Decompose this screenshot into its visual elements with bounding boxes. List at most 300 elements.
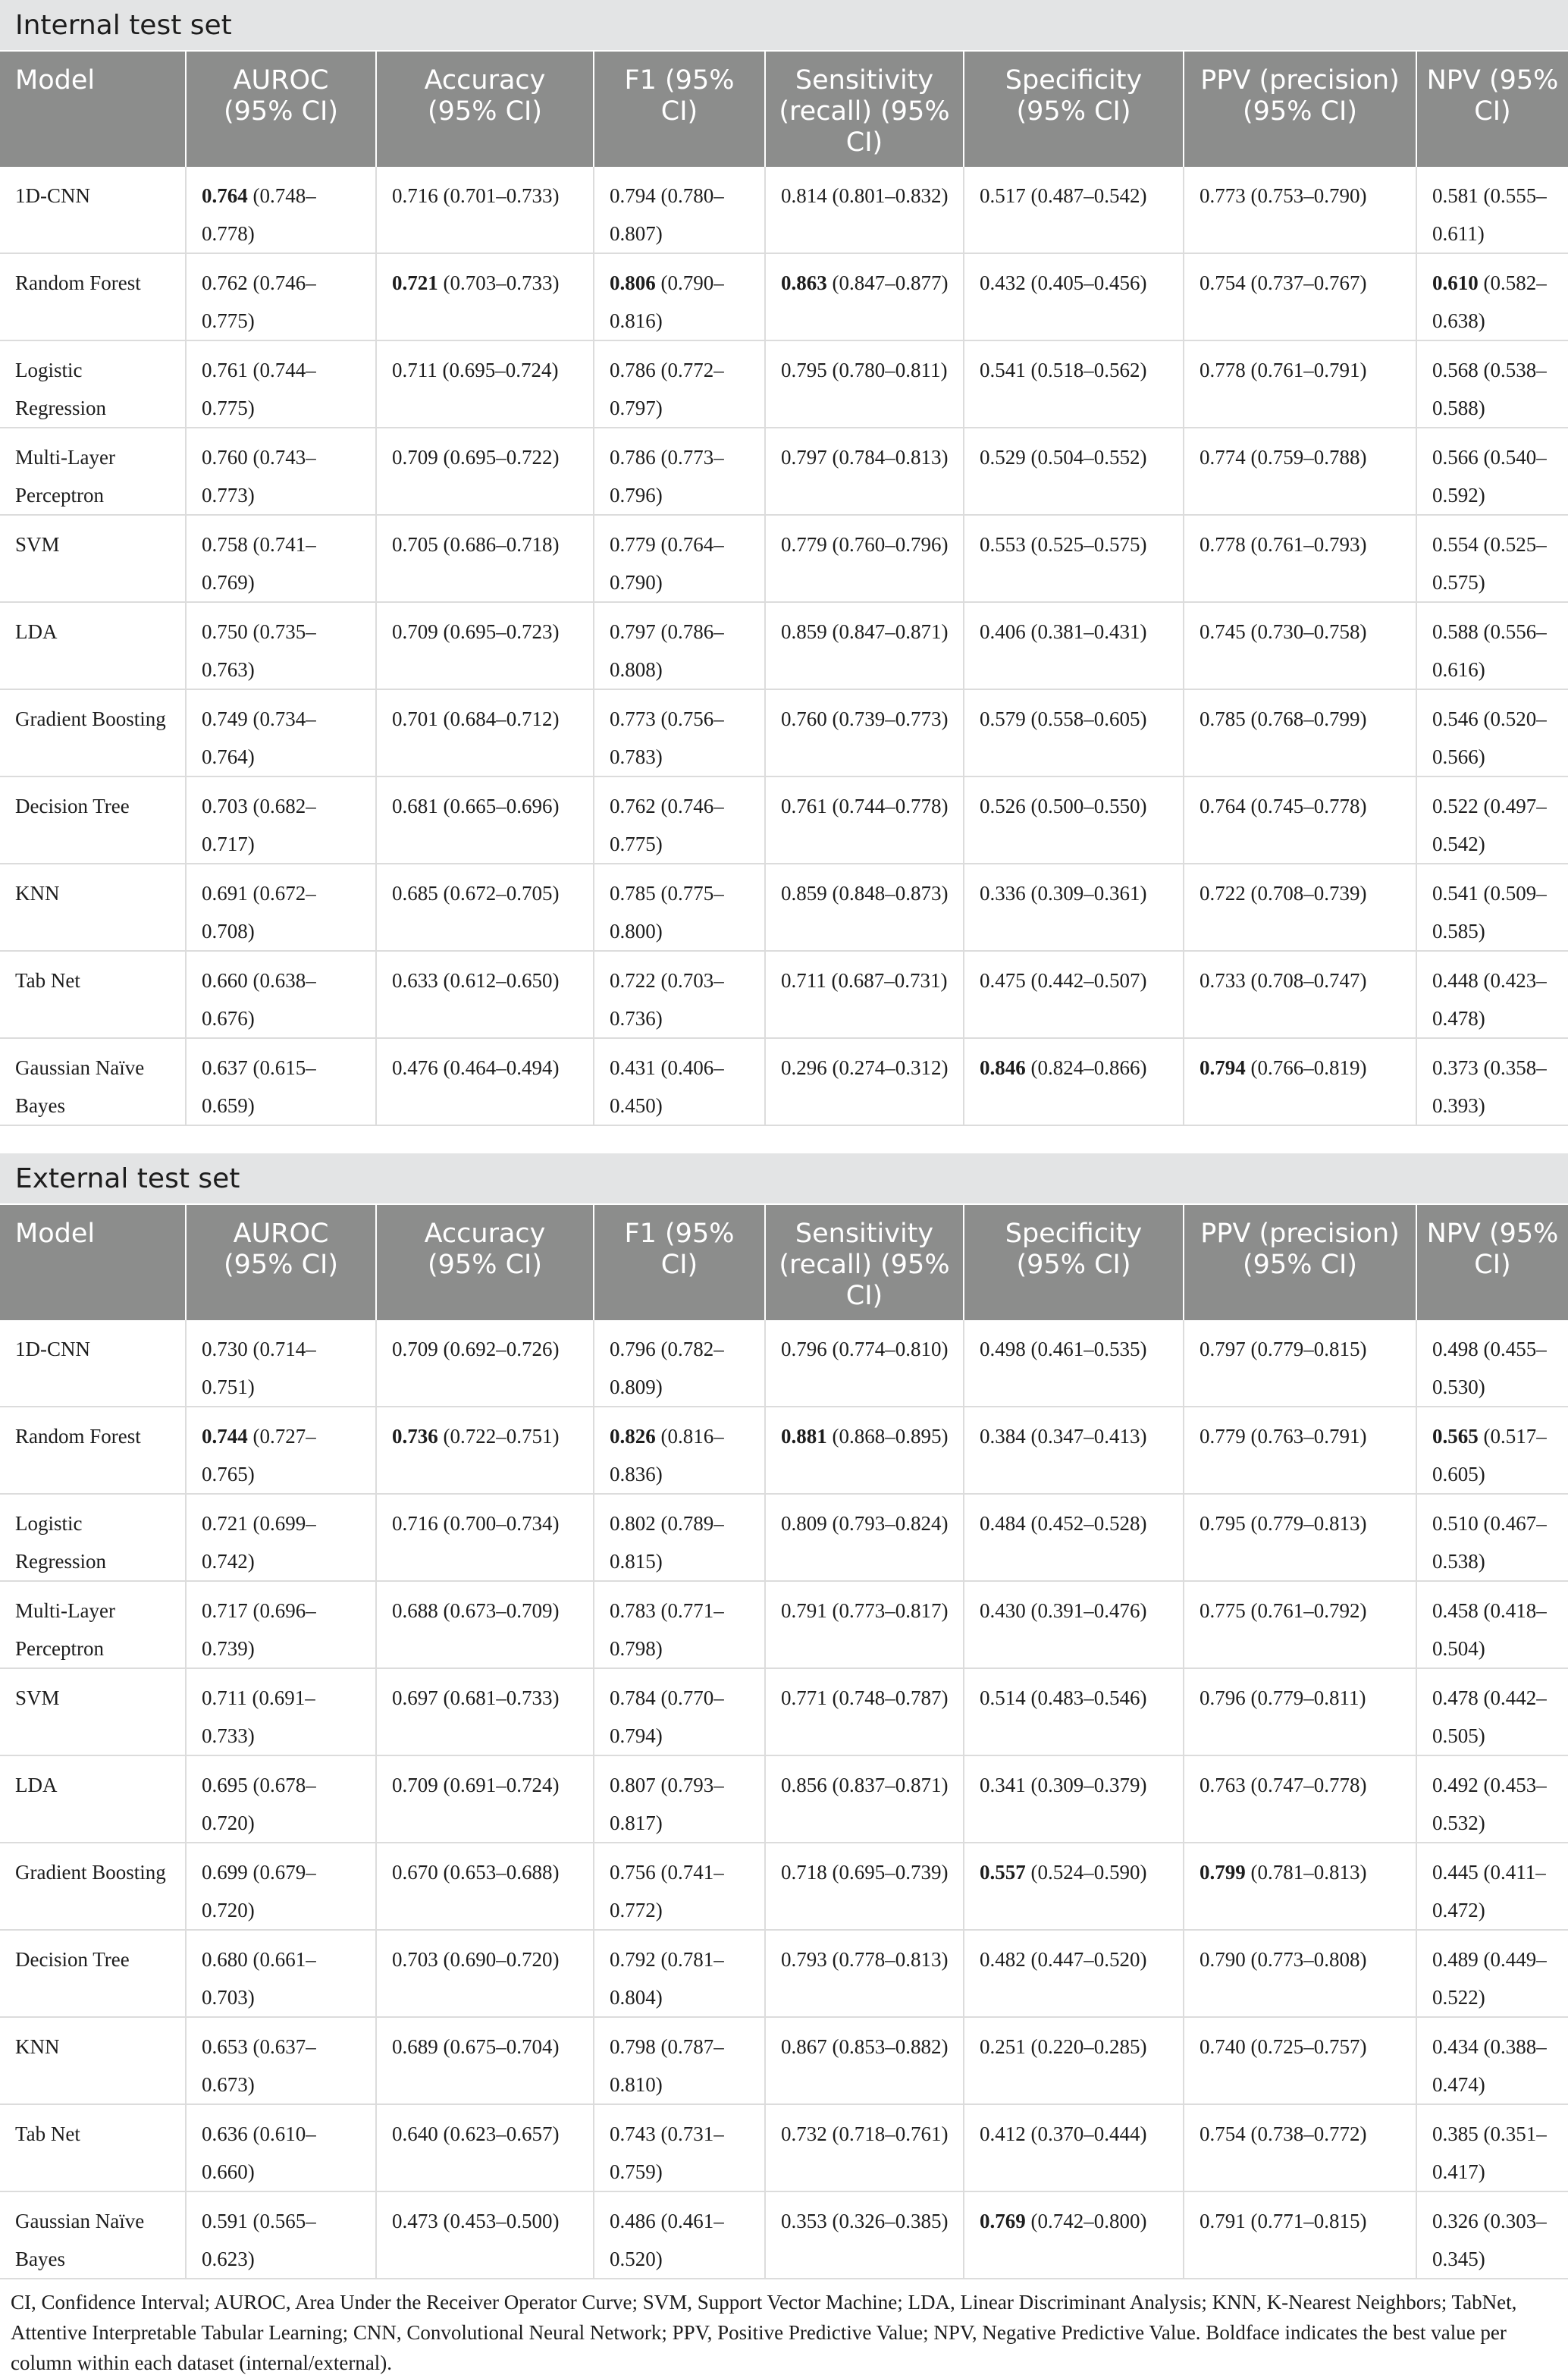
column-header: Specificity (95% CI) [964, 1205, 1184, 1320]
metric-value: 0.718 [781, 1861, 827, 1884]
metric-value: 0.797 [1200, 1338, 1246, 1360]
table-row [0, 1038, 1568, 1125]
metric-cell [1416, 951, 1568, 1038]
metric-cell [964, 167, 1184, 253]
confidence-interval: (0.780–0.811) [832, 359, 948, 381]
confidence-interval: (0.773–0.817) [832, 1599, 949, 1622]
confidence-interval: (0.741–0.772) [610, 1861, 724, 1922]
metric-value: 0.517 [980, 184, 1026, 207]
metric-cell [1184, 1843, 1416, 1930]
metric-cell [1416, 167, 1568, 253]
metric-value: 0.809 [781, 1512, 827, 1535]
metric-value: 0.745 [1200, 620, 1246, 643]
metric-cell [186, 1843, 376, 1930]
confidence-interval: (0.779–0.815) [1250, 1338, 1367, 1360]
metric-value: 0.794 [1200, 1056, 1246, 1079]
metric-cell [1184, 689, 1416, 776]
metric-cell [594, 1494, 765, 1581]
metric-value: 0.526 [980, 795, 1026, 817]
metric-cell [376, 1930, 594, 2017]
confidence-interval: (0.778–0.813) [832, 1948, 949, 1971]
metric-cell [964, 1581, 1184, 1668]
confidence-interval: (0.653–0.688) [443, 1861, 560, 1884]
metric-value: 0.711 [781, 969, 826, 992]
metric-cell [594, 776, 765, 864]
confidence-interval: (0.730–0.758) [1250, 620, 1367, 643]
metric-value: 0.557 [980, 1861, 1026, 1884]
metric-cell [1416, 1668, 1568, 1755]
metric-value: 0.774 [1200, 446, 1246, 469]
metric-value: 0.697 [392, 1686, 438, 1709]
metric-cell [1184, 1038, 1416, 1125]
confidence-interval: (0.555–0.611) [1432, 184, 1547, 245]
metric-value: 0.798 [610, 2035, 656, 2058]
confidence-interval: (0.464–0.494) [443, 1056, 560, 1079]
confidence-interval: (0.500–0.550) [1030, 795, 1147, 817]
table-row [0, 1755, 1568, 1843]
metric-cell [186, 428, 376, 515]
metric-cell [594, 1320, 765, 1407]
metric-cell [594, 1407, 765, 1494]
metric-value: 0.846 [980, 1056, 1026, 1079]
model-name-cell: Tab Net [0, 2104, 186, 2191]
metric-cell [186, 1581, 376, 1668]
confidence-interval: (0.686–0.718) [443, 533, 560, 556]
metric-value: 0.764 [1200, 795, 1246, 817]
table-row [0, 951, 1568, 1038]
metric-value: 0.778 [1200, 533, 1246, 556]
metric-cell [1184, 864, 1416, 951]
confidence-interval: (0.739–0.773) [832, 707, 949, 730]
confidence-interval: (0.703–0.733) [443, 271, 560, 294]
table-header-row [0, 1205, 1568, 1320]
metric-value: 0.430 [980, 1599, 1026, 1622]
metric-value: 0.881 [781, 1425, 827, 1448]
confidence-interval: (0.442–0.505) [1432, 1686, 1547, 1747]
metric-cell [1184, 2104, 1416, 2191]
metric-value: 0.703 [202, 795, 248, 817]
metric-cell [964, 689, 1184, 776]
confidence-interval: (0.453–0.500) [443, 2210, 560, 2232]
confidence-interval: (0.746–0.775) [202, 271, 316, 332]
metric-value: 0.431 [610, 1056, 656, 1079]
metric-cell [765, 1668, 964, 1755]
metric-value: 0.754 [1200, 271, 1246, 294]
metric-cell [594, 2104, 765, 2191]
metric-value: 0.554 [1432, 533, 1479, 556]
metric-cell [765, 167, 964, 253]
metric-cell [1416, 2191, 1568, 2279]
metric-cell [1416, 689, 1568, 776]
metric-value: 0.806 [610, 271, 656, 294]
metric-cell [376, 1755, 594, 1843]
metric-cell [1184, 253, 1416, 340]
metric-value: 0.637 [202, 1056, 248, 1079]
confidence-interval: (0.467–0.538) [1432, 1512, 1547, 1573]
metric-value: 0.790 [1200, 1948, 1246, 1971]
metric-value: 0.763 [1200, 1774, 1246, 1796]
table-row [0, 1843, 1568, 1930]
metric-value: 0.736 [392, 1425, 438, 1448]
metric-cell [1184, 602, 1416, 689]
confidence-interval: (0.638–0.676) [202, 969, 316, 1030]
model-name-cell: Decision Tree [0, 776, 186, 864]
metric-cell [765, 428, 964, 515]
confidence-interval: (0.853–0.882) [832, 2035, 949, 2058]
metric-value: 0.688 [392, 1599, 438, 1622]
confidence-interval: (0.673–0.709) [443, 1599, 560, 1622]
confidence-interval: (0.793–0.817) [610, 1774, 724, 1834]
metric-cell [376, 1494, 594, 1581]
table-row [0, 1668, 1568, 1755]
confidence-interval: (0.682–0.717) [202, 795, 316, 855]
confidence-interval: (0.781–0.804) [610, 1948, 724, 2009]
metric-cell [594, 1843, 765, 1930]
table-row [0, 1581, 1568, 1668]
metric-value: 0.867 [781, 2035, 827, 2058]
metric-cell [594, 1668, 765, 1755]
confidence-interval: (0.731–0.759) [610, 2122, 724, 2183]
confidence-interval: (0.497–0.542) [1432, 795, 1547, 855]
confidence-interval: (0.868–0.895) [832, 1425, 949, 1448]
metric-value: 0.775 [1200, 1599, 1246, 1622]
metric-cell [186, 253, 376, 340]
metric-cell [765, 1755, 964, 1843]
confidence-interval: (0.771–0.815) [1250, 2210, 1367, 2232]
metric-value: 0.758 [202, 533, 248, 556]
model-name-cell: 1D-CNN [0, 1320, 186, 1407]
metric-cell [964, 515, 1184, 602]
confidence-interval: (0.779–0.811) [1250, 1686, 1366, 1709]
metric-value: 0.341 [980, 1774, 1026, 1796]
column-header: Sensitivity (recall) (95% CI) [765, 1205, 964, 1320]
metric-value: 0.733 [1200, 969, 1246, 992]
metric-value: 0.730 [202, 1338, 248, 1360]
metric-cell [186, 515, 376, 602]
table-row [0, 167, 1568, 253]
confidence-interval: (0.623–0.657) [443, 2122, 560, 2145]
metric-value: 0.296 [781, 1056, 827, 1079]
metric-value: 0.514 [980, 1686, 1026, 1709]
metric-cell [765, 1320, 964, 1407]
confidence-interval: (0.763–0.791) [1250, 1425, 1367, 1448]
confidence-interval: (0.406–0.450) [610, 1056, 724, 1117]
confidence-interval: (0.790–0.816) [610, 271, 724, 332]
confidence-interval: (0.326–0.385) [832, 2210, 949, 2232]
metric-cell [765, 602, 964, 689]
metric-value: 0.740 [1200, 2035, 1246, 2058]
confidence-interval: (0.447–0.520) [1030, 1948, 1147, 1971]
metric-value: 0.794 [610, 184, 656, 207]
metric-cell [376, 2191, 594, 2279]
table-row [0, 864, 1568, 951]
metric-cell [376, 253, 594, 340]
confidence-interval: (0.774–0.810) [832, 1338, 949, 1360]
confidence-interval: (0.793–0.824) [832, 1512, 949, 1535]
confidence-interval: (0.700–0.734) [443, 1512, 560, 1535]
confidence-interval: (0.766–0.819) [1250, 1056, 1367, 1079]
column-header: NPV (95% CI) [1416, 1205, 1568, 1320]
metric-value: 0.792 [610, 1948, 656, 1971]
confidence-interval: (0.565–0.623) [202, 2210, 316, 2270]
metric-cell [765, 1581, 964, 1668]
table-row [0, 515, 1568, 602]
confidence-interval: (0.847–0.871) [832, 620, 949, 643]
confidence-interval: (0.487–0.542) [1030, 184, 1147, 207]
table-row [0, 428, 1568, 515]
confidence-interval: (0.696–0.739) [202, 1599, 316, 1660]
metric-value: 0.711 [202, 1686, 247, 1709]
confidence-interval: (0.504–0.552) [1030, 446, 1147, 469]
metric-cell [376, 1407, 594, 1494]
metric-cell [964, 1843, 1184, 1930]
confidence-interval: (0.684–0.712) [443, 707, 560, 730]
confidence-interval: (0.452–0.528) [1030, 1512, 1147, 1535]
metric-value: 0.336 [980, 882, 1026, 905]
metric-cell [186, 1930, 376, 2017]
confidence-interval: (0.692–0.726) [443, 1338, 560, 1360]
metric-value: 0.709 [392, 1774, 438, 1796]
metric-value: 0.761 [202, 359, 248, 381]
metric-cell [186, 1755, 376, 1843]
model-name-cell: Gradient Boosting [0, 1843, 186, 1930]
metric-value: 0.749 [202, 707, 248, 730]
confidence-interval: (0.637–0.673) [202, 2035, 316, 2096]
model-name-cell: Logistic Regression [0, 1494, 186, 1581]
metric-cell [964, 776, 1184, 864]
metric-value: 0.689 [392, 2035, 438, 2058]
metric-cell [594, 1038, 765, 1125]
confidence-interval: (0.735–0.763) [202, 620, 316, 681]
metric-value: 0.773 [1200, 184, 1246, 207]
confidence-interval: (0.220–0.285) [1030, 2035, 1147, 2058]
metric-cell [1416, 1494, 1568, 1581]
confidence-interval: (0.517–0.605) [1432, 1425, 1547, 1485]
metric-cell [594, 253, 765, 340]
confidence-interval: (0.784–0.813) [832, 446, 949, 469]
metric-value: 0.717 [202, 1599, 248, 1622]
confidence-interval: (0.773–0.808) [1250, 1948, 1367, 1971]
metric-value: 0.750 [202, 620, 248, 643]
confidence-interval: (0.525–0.575) [1030, 533, 1147, 556]
model-name-cell: Gaussian Naïve Bayes [0, 2191, 186, 2279]
metric-value: 0.326 [1432, 2210, 1479, 2232]
metric-cell [186, 1407, 376, 1494]
confidence-interval: (0.714–0.751) [202, 1338, 316, 1398]
confidence-interval: (0.789–0.815) [610, 1512, 724, 1573]
metric-cell [1184, 1320, 1416, 1407]
metric-cell [186, 1494, 376, 1581]
confidence-interval: (0.672–0.705) [443, 882, 560, 905]
confidence-interval: (0.679–0.720) [202, 1861, 316, 1922]
metric-value: 0.553 [980, 533, 1026, 556]
table-row [0, 689, 1568, 776]
column-header: Model [0, 1205, 186, 1320]
confidence-interval: (0.718–0.761) [832, 2122, 949, 2145]
metric-value: 0.796 [1200, 1686, 1246, 1709]
metric-value: 0.484 [980, 1512, 1026, 1535]
metric-value: 0.699 [202, 1861, 248, 1884]
metric-cell [1184, 428, 1416, 515]
confidence-interval: (0.681–0.733) [443, 1686, 560, 1709]
metric-cell [1416, 864, 1568, 951]
metric-cell [186, 2017, 376, 2104]
column-header: NPV (95% CI) [1416, 52, 1568, 167]
column-header: Specificity (95% CI) [964, 52, 1184, 167]
table-row [0, 2104, 1568, 2191]
metric-value: 0.784 [610, 1686, 656, 1709]
confidence-interval: (0.759–0.788) [1250, 446, 1367, 469]
metric-value: 0.565 [1432, 1425, 1479, 1448]
metric-cell [765, 1407, 964, 1494]
metric-value: 0.448 [1432, 969, 1479, 992]
confidence-interval: (0.695–0.723) [443, 620, 560, 643]
metric-cell [765, 1038, 964, 1125]
metric-value: 0.856 [781, 1774, 827, 1796]
confidence-interval: (0.615–0.659) [202, 1056, 316, 1117]
metric-cell [186, 167, 376, 253]
metric-cell [1184, 1407, 1416, 1494]
confidence-interval: (0.612–0.650) [443, 969, 560, 992]
metric-value: 0.458 [1432, 1599, 1479, 1622]
metric-cell [765, 1930, 964, 2017]
metric-cell [376, 1320, 594, 1407]
metric-cell [594, 2191, 765, 2279]
metric-cell [594, 1755, 765, 1843]
confidence-interval: (0.748–0.787) [832, 1686, 949, 1709]
metric-value: 0.482 [980, 1948, 1026, 1971]
metric-value: 0.802 [610, 1512, 656, 1535]
confidence-interval: (0.309–0.361) [1030, 882, 1147, 905]
metric-value: 0.762 [202, 271, 248, 294]
column-header: AUROC (95% CI) [186, 1205, 376, 1320]
metric-value: 0.610 [1432, 271, 1479, 294]
metric-cell [1184, 951, 1416, 1038]
metric-value: 0.406 [980, 620, 1026, 643]
confidence-interval: (0.347–0.413) [1030, 1425, 1147, 1448]
table-footnote: CI, Confidence Interval; AUROC, Area Under the Receiver Operator Curve; SVM, Support Vector Machine; LDA, Linear Discriminant Analysis; KNN, K-Nearest Neighbors; TabNet, Attentive Interpretable Tabular Learning; CNN, Convolutional Neural Network; PPV, Positive Predictive Value; NPV, Negative Predictive Value. Boldface indicates the best value per column within each dataset (internal/external). [11, 2291, 1517, 2374]
confidence-interval: (0.556–0.616) [1432, 620, 1547, 681]
confidence-interval: (0.824–0.866) [1030, 1056, 1147, 1079]
metric-value: 0.791 [781, 1599, 827, 1622]
metric-cell [376, 864, 594, 951]
confidence-interval: (0.483–0.546) [1030, 1686, 1147, 1709]
metric-cell [594, 602, 765, 689]
confidence-interval: (0.761–0.791) [1250, 359, 1367, 381]
metric-value: 0.797 [781, 446, 827, 469]
model-name-cell: Random Forest [0, 253, 186, 340]
metric-value: 0.498 [1432, 1338, 1479, 1360]
confidence-interval: (0.703–0.736) [610, 969, 724, 1030]
metric-cell [186, 776, 376, 864]
metric-cell [594, 1581, 765, 1668]
model-name-cell: Gradient Boosting [0, 689, 186, 776]
table-row [0, 1320, 1568, 1407]
metric-cell [964, 1320, 1184, 1407]
confidence-interval: (0.738–0.772) [1250, 2122, 1367, 2145]
metric-cell [376, 1581, 594, 1668]
confidence-interval: (0.747–0.778) [1250, 1774, 1367, 1796]
metric-value: 0.476 [392, 1056, 438, 1079]
confidence-interval: (0.772–0.797) [610, 359, 724, 419]
confidence-interval: (0.781–0.813) [1250, 1861, 1367, 1884]
metric-cell [765, 340, 964, 428]
metric-cell [376, 951, 594, 1038]
metric-value: 0.721 [202, 1512, 248, 1535]
confidence-interval: (0.746–0.775) [610, 795, 724, 855]
metric-value: 0.636 [202, 2122, 248, 2145]
confidence-interval: (0.816–0.836) [610, 1425, 724, 1485]
metric-cell [765, 864, 964, 951]
column-header: Sensitivity (recall) (95% CI) [765, 52, 964, 167]
metric-value: 0.251 [980, 2035, 1026, 2058]
metric-value: 0.633 [392, 969, 438, 992]
confidence-interval: (0.768–0.799) [1250, 707, 1367, 730]
metric-cell [765, 1494, 964, 1581]
confidence-interval: (0.540–0.592) [1432, 446, 1547, 507]
metric-value: 0.681 [392, 795, 438, 817]
metric-value: 0.773 [610, 707, 656, 730]
confidence-interval: (0.358–0.393) [1432, 1056, 1547, 1117]
confidence-interval: (0.391–0.476) [1030, 1599, 1147, 1622]
model-name-cell: 1D-CNN [0, 167, 186, 253]
confidence-interval: (0.801–0.832) [832, 184, 949, 207]
metric-cell [186, 1038, 376, 1125]
confidence-interval: (0.388–0.474) [1432, 2035, 1547, 2096]
confidence-interval: (0.449–0.522) [1432, 1948, 1547, 2009]
metric-cell [594, 689, 765, 776]
metric-cell [594, 428, 765, 515]
model-name-cell: Decision Tree [0, 1930, 186, 2017]
metric-cell [594, 2017, 765, 2104]
metric-cell [964, 864, 1184, 951]
confidence-interval: (0.303–0.345) [1432, 2210, 1547, 2270]
confidence-interval: (0.455–0.530) [1432, 1338, 1547, 1398]
column-header: AUROC (95% CI) [186, 52, 376, 167]
metric-cell [964, 602, 1184, 689]
metric-cell [765, 2017, 964, 2104]
metric-cell [964, 2191, 1184, 2279]
metric-value: 0.705 [392, 533, 438, 556]
confidence-interval: (0.744–0.778) [832, 795, 949, 817]
metric-value: 0.670 [392, 1861, 438, 1884]
metric-value: 0.541 [980, 359, 1026, 381]
metric-value: 0.756 [610, 1861, 656, 1884]
confidence-interval: (0.708–0.739) [1250, 882, 1367, 905]
confidence-interval: (0.727–0.765) [202, 1425, 316, 1485]
metric-value: 0.529 [980, 446, 1026, 469]
metric-value: 0.760 [781, 707, 827, 730]
metric-cell [1184, 515, 1416, 602]
metric-value: 0.785 [610, 882, 656, 905]
metric-cell [376, 428, 594, 515]
metric-cell [594, 515, 765, 602]
metric-value: 0.779 [1200, 1425, 1246, 1448]
model-name-cell: Tab Net [0, 951, 186, 1038]
metric-value: 0.473 [392, 2210, 438, 2232]
confidence-interval: (0.725–0.757) [1250, 2035, 1367, 2058]
confidence-interval: (0.847–0.877) [832, 271, 949, 294]
metric-value: 0.486 [610, 2210, 656, 2232]
metric-value: 0.384 [980, 1425, 1026, 1448]
metric-value: 0.721 [392, 271, 438, 294]
confidence-interval: (0.423–0.478) [1432, 969, 1547, 1030]
metric-cell [376, 602, 594, 689]
confidence-interval: (0.761–0.793) [1250, 533, 1367, 556]
metric-value: 0.653 [202, 2035, 248, 2058]
metric-cell [1184, 167, 1416, 253]
metric-cell [964, 1755, 1184, 1843]
